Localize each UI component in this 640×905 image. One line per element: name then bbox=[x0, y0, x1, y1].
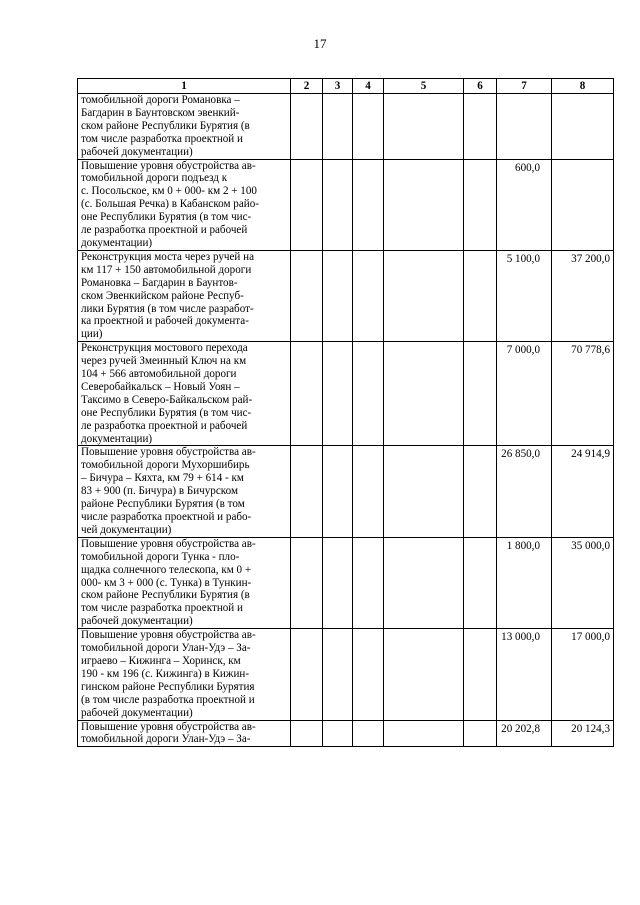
cell-c4 bbox=[353, 342, 384, 446]
description-line: томобильной дороги Улан-Удэ – За- bbox=[81, 642, 251, 655]
description-line: ле разработка проектной и рабочей bbox=[81, 224, 248, 237]
cell-c5 bbox=[384, 342, 464, 446]
description-line: рабочей документации) bbox=[81, 615, 193, 628]
cell-c7: 1 800,0 bbox=[497, 537, 552, 628]
description-line: рабочей документации) bbox=[81, 145, 193, 158]
description-line: томобильной дороги подъезд к bbox=[81, 172, 228, 185]
cell-c4 bbox=[353, 720, 384, 747]
description-line: Повышение уровня обустройства ав- bbox=[81, 537, 256, 550]
table-row bbox=[78, 446, 614, 537]
column-header: 5 bbox=[384, 79, 464, 94]
description-line: ка проектной и рабочей документа- bbox=[81, 315, 249, 328]
description-line: Таксимо в Северо-Байкальском рай- bbox=[81, 393, 253, 406]
row-description bbox=[78, 342, 291, 446]
cell-c2 bbox=[291, 159, 323, 250]
table-row bbox=[78, 537, 614, 628]
description-line: 000- км 3 + 000 (с. Тунка) в Тункин- bbox=[81, 576, 252, 589]
description-line: 83 + 900 (п. Бичура) в Бичурском bbox=[81, 485, 238, 498]
cell-c3 bbox=[323, 250, 353, 341]
cell-c8: 35 000,0 bbox=[552, 537, 614, 628]
cell-c3 bbox=[323, 94, 353, 160]
row-description bbox=[78, 446, 291, 537]
description-line: Реконструкция мостового перехода bbox=[81, 342, 248, 355]
description-line: лики Бурятия (в том числе разработ- bbox=[81, 302, 254, 315]
column-header: 6 bbox=[464, 79, 497, 94]
cell-c6 bbox=[464, 250, 497, 341]
description-line: (в том числе разработка проектной и bbox=[81, 693, 255, 706]
cell-c4 bbox=[353, 629, 384, 720]
description-line: документации) bbox=[81, 432, 153, 445]
cell-c2 bbox=[291, 250, 323, 341]
cell-c8: 70 778,6 bbox=[552, 342, 614, 446]
description-line: Повышение уровня обустройства ав- bbox=[81, 720, 256, 733]
row-description bbox=[78, 159, 291, 250]
description-line: 104 + 566 автомобильной дороги bbox=[81, 368, 237, 381]
cell-c4 bbox=[353, 537, 384, 628]
table-row bbox=[78, 94, 614, 160]
row-description bbox=[78, 720, 291, 747]
row-description bbox=[78, 537, 291, 628]
cell-c8: 20 124,3 bbox=[552, 720, 614, 747]
description-line: Реконструкция моста через ручей на bbox=[81, 250, 254, 263]
cell-c5 bbox=[384, 94, 464, 160]
description-line: – Бичура – Кяхта, км 79 + 614 - км bbox=[81, 472, 244, 485]
description-line: с. Посольское, км 0 + 000- км 2 + 100 bbox=[81, 185, 257, 198]
description-line: том числе разработка проектной и bbox=[81, 132, 243, 145]
table-row bbox=[78, 159, 614, 250]
cell-c3 bbox=[323, 629, 353, 720]
cell-c7: 13 000,0 bbox=[497, 629, 552, 720]
column-header: 7 bbox=[497, 79, 552, 94]
cell-c6 bbox=[464, 537, 497, 628]
cell-c6 bbox=[464, 94, 497, 160]
cell-c2 bbox=[291, 446, 323, 537]
description-line: числе разработка проектной и рабо- bbox=[81, 511, 252, 523]
description-line: ции) bbox=[81, 328, 103, 341]
cell-c3 bbox=[323, 720, 353, 747]
cell-c4 bbox=[353, 446, 384, 537]
column-header: 1 bbox=[78, 79, 291, 94]
row-description bbox=[78, 250, 291, 341]
cell-c2 bbox=[291, 720, 323, 747]
cell-c3 bbox=[323, 537, 353, 628]
table-row bbox=[78, 720, 614, 747]
cell-c6 bbox=[464, 342, 497, 446]
cell-c3 bbox=[323, 342, 353, 446]
table-row bbox=[78, 250, 614, 341]
description-line: томобильной дороги Романовка – bbox=[81, 94, 240, 106]
description-line: ском районе Республики Бурятия (в bbox=[81, 589, 250, 602]
cell-c5 bbox=[384, 720, 464, 747]
description-line: Повышение уровня обустройства ав- bbox=[81, 159, 256, 172]
description-line: гинском районе Республики Бурятия bbox=[81, 680, 255, 693]
description-line: 190 - км 196 (с. Кижинга) в Кижин- bbox=[81, 667, 250, 680]
description-line: Багдарин в Баунтовском эвенкий- bbox=[81, 106, 240, 119]
column-header: 3 bbox=[323, 79, 353, 94]
cell-c8: 17 000,0 bbox=[552, 629, 614, 720]
cell-c4 bbox=[353, 94, 384, 160]
column-header: 8 bbox=[552, 79, 614, 94]
description-line: оне Республики Бурятия (в том чис- bbox=[81, 211, 252, 224]
description-line: томобильной дороги Тунка - пло- bbox=[81, 550, 240, 563]
table-header-row bbox=[78, 79, 614, 94]
cell-c3 bbox=[323, 159, 353, 250]
description-line: играево – Кижинга – Хоринск, км bbox=[81, 654, 241, 667]
cell-c5 bbox=[384, 159, 464, 250]
description-line: том числе разработка проектной и bbox=[81, 602, 243, 615]
cell-c2 bbox=[291, 537, 323, 628]
cell-c8 bbox=[552, 159, 614, 250]
description-line: ле разработка проектной и рабочей bbox=[81, 419, 248, 432]
table-row bbox=[78, 629, 614, 720]
cell-c5 bbox=[384, 537, 464, 628]
description-line: районе Республики Бурятия (в том bbox=[81, 498, 245, 511]
description-line: Повышение уровня обустройства ав- bbox=[81, 446, 256, 459]
description-line: ском районе Республики Бурятия (в bbox=[81, 119, 250, 132]
cell-c2 bbox=[291, 94, 323, 160]
cell-c5 bbox=[384, 250, 464, 341]
cell-c7: 20 202,8 bbox=[497, 720, 552, 747]
description-line: рабочей документации) bbox=[81, 706, 193, 719]
page-number: 17 bbox=[313, 36, 327, 51]
description-line: документации) bbox=[81, 236, 153, 249]
description-line: Романовка – Багдарин в Баунтов- bbox=[81, 276, 238, 289]
table-row bbox=[78, 342, 614, 446]
description-line: ском Эвенкийском районе Респуб- bbox=[81, 289, 244, 302]
cell-c7 bbox=[497, 94, 552, 160]
cell-c7: 600,0 bbox=[497, 159, 552, 250]
cell-c5 bbox=[384, 629, 464, 720]
cell-c6 bbox=[464, 720, 497, 747]
cell-c8: 37 200,0 bbox=[552, 250, 614, 341]
cell-c7: 7 000,0 bbox=[497, 342, 552, 446]
cell-c7: 26 850,0 bbox=[497, 446, 552, 537]
description-line: томобильной дороги Улан-Удэ – За- bbox=[81, 733, 251, 746]
row-description bbox=[78, 629, 291, 720]
cell-c7: 5 100,0 bbox=[497, 250, 552, 341]
description-line: чей документации) bbox=[81, 523, 172, 536]
description-line: Северобайкальск – Новый Уоян – bbox=[81, 380, 240, 393]
description-line: щадка солнечного телескопа, км 0 + bbox=[81, 563, 252, 576]
description-line: томобильной дороги Мухоршибирь bbox=[81, 459, 250, 472]
description-line: км 117 + 150 автомобильной дороги bbox=[81, 263, 252, 276]
description-line: оне Республики Бурятия (в том чис- bbox=[81, 406, 252, 419]
description-line: Повышение уровня обустройства ав- bbox=[81, 629, 256, 642]
cell-c2 bbox=[291, 629, 323, 720]
budget-table bbox=[77, 78, 614, 747]
cell-c8: 24 914,9 bbox=[552, 446, 614, 537]
cell-c3 bbox=[323, 446, 353, 537]
cell-c6 bbox=[464, 629, 497, 720]
cell-c6 bbox=[464, 446, 497, 537]
description-line: через ручей Змеинный Ключ на км bbox=[81, 355, 247, 368]
row-description bbox=[78, 94, 291, 160]
cell-c6 bbox=[464, 159, 497, 250]
cell-c4 bbox=[353, 250, 384, 341]
cell-c2 bbox=[291, 342, 323, 446]
description-line: (с. Большая Речка) в Кабанском райо- bbox=[81, 198, 259, 211]
cell-c4 bbox=[353, 159, 384, 250]
cell-c5 bbox=[384, 446, 464, 537]
column-header: 4 bbox=[353, 79, 384, 94]
cell-c8 bbox=[552, 94, 614, 160]
column-header: 2 bbox=[291, 79, 323, 94]
